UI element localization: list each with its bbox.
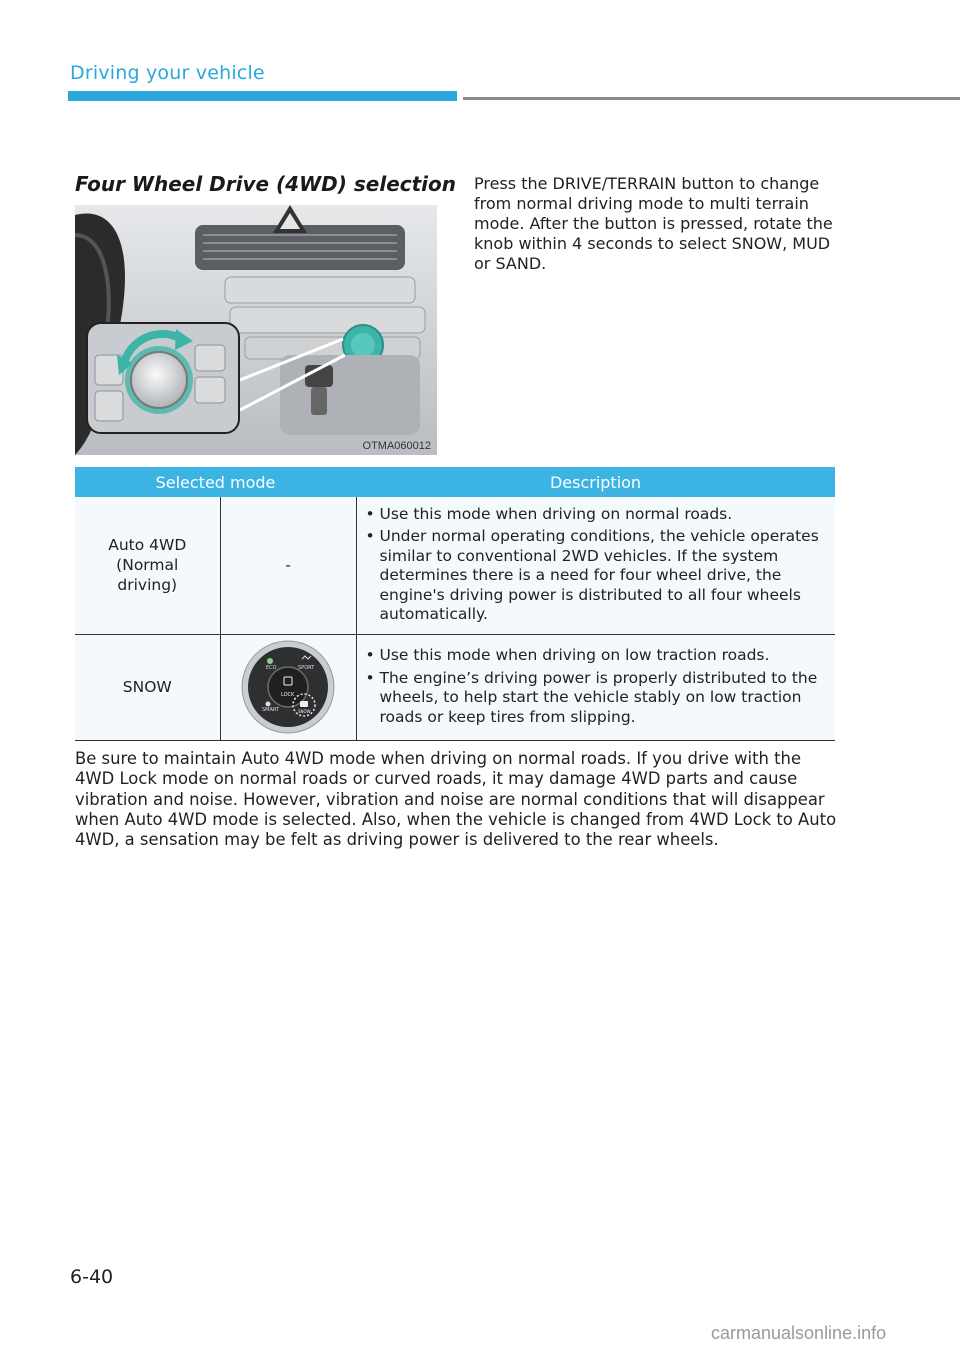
eco-leaf-icon <box>267 658 273 664</box>
smart-dot-icon <box>266 702 271 707</box>
table-row <box>75 634 835 740</box>
table-header-row <box>75 467 835 497</box>
description-bullet: • Under normal operating conditions, the vehicle operates similar to conventional 2WD vehicles. If the system determines there is a need for four wheel drive, the engine's driving power is distributed to all four wheels automatically. <box>363 527 830 625</box>
mode-description <box>356 497 835 634</box>
mode-name: SNOW <box>75 634 220 740</box>
knob-snow-label: SNOW <box>298 709 311 714</box>
mode-icon-cell: - <box>220 497 356 634</box>
figure-code: OTMA060012 <box>362 440 431 452</box>
knob-eco-label: ECO <box>266 665 277 671</box>
page-number: 6-40 <box>70 1266 114 1288</box>
header-description: Description <box>356 467 835 497</box>
table-row <box>75 497 835 634</box>
dashboard-illustration <box>75 205 437 455</box>
watermark: carmanualsonline.info <box>711 1323 887 1343</box>
header-selected-mode: Selected mode <box>75 467 356 497</box>
dashboard-drawing <box>75 205 437 455</box>
mode-name <box>75 497 220 634</box>
header-accent-bar <box>68 91 457 101</box>
header-divider <box>463 97 960 100</box>
description-bullet: • The engine’s driving power is properly distributed to the wheels, to help start the vehicle stably on low traction roads or keep tires from slipping. <box>363 669 830 728</box>
description-bullet: • Use this mode when driving on low traction roads. <box>363 646 830 666</box>
section-title: Four Wheel Drive (4WD) selection <box>75 172 457 196</box>
knob-smart-label: SMART <box>262 707 280 713</box>
terrain-knob-icon <box>240 639 336 735</box>
knob-sport-label: SPORT <box>298 665 315 671</box>
snow-car-icon <box>300 701 308 707</box>
running-header: Driving your vehicle <box>70 62 265 84</box>
note-paragraph: Be sure to maintain Auto 4WD mode when driving on normal roads. If you drive with the 4WD Lock mode on normal roads or curved roads, it may damage 4WD parts and cause vibration and noise. However, vibration and noise are normal conditions that will disappear when Auto 4WD mode is selected. Also, when the vehicle is changed from 4WD Lock to Auto 4WD, a sensation may be felt as driving power is delivered to the rear wheels. <box>75 749 837 850</box>
mode-icon-cell <box>220 634 356 740</box>
drive-mode-table <box>75 467 835 741</box>
intro-paragraph: Press the DRIVE/TERRAIN button to change from normal driving mode to multi terrain mode. After the button is pressed, rotate the knob within 4 seconds to select SNOW, MUD or SAND. <box>474 174 833 273</box>
knob-lock-label: LOCK <box>281 692 295 698</box>
mode-label: Auto 4WD (Normal driving) <box>108 536 187 595</box>
description-bullet: • Use this mode when driving on normal roads. <box>363 505 830 525</box>
mode-description <box>356 634 835 740</box>
